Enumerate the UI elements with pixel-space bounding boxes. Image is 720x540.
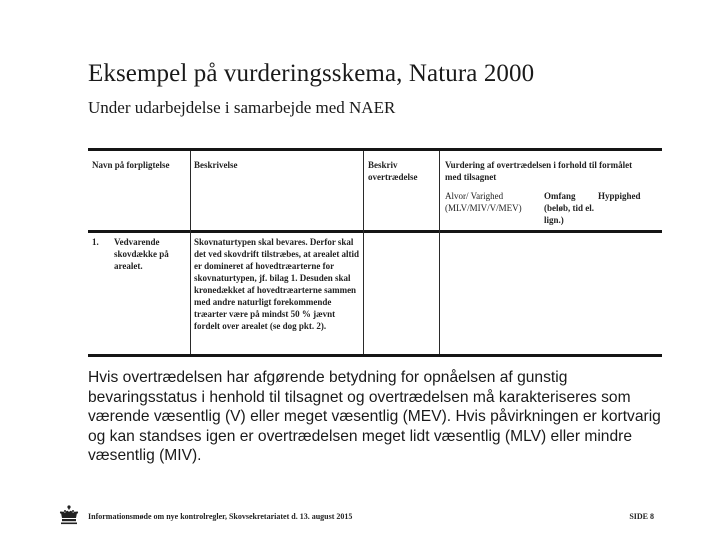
footer-text: Informationsmøde om nye kontrolregler, Skovsekretariatet d. 13. august 2015 — [88, 512, 353, 521]
row-description: Skovnaturtypen skal bevares. Derfor skal det ved skovdrift tilstræbes, at arealet altid er domineret af hovedtræarterne for skovnaturtypen, jf. bilag 1. Desuden skal kronedækket af hovedtræarterne sammen med andre naturligt forekommende træarter være på mindst 50 % jævnt fordelt over arealet (se dog pkt. 2). — [194, 237, 360, 331]
slide-subtitle: Under udarbejdelse i samarbejde med NAER — [88, 98, 396, 117]
subheader-severity: Alvor/ Varighed (MLV/MIV/V/MEV) — [445, 191, 522, 213]
table-bottom-rule — [88, 354, 662, 357]
subheader-extent: Omfang (beløb, tid el. lign.) — [544, 191, 595, 225]
table-header-rule — [88, 230, 662, 233]
row-number: 1. — [92, 237, 99, 247]
header-obligation: Navn på forpligtelse — [92, 160, 170, 170]
header-assessment: Vurdering af overtrædelsen i forhold til formålet med tilsagnet — [445, 160, 633, 182]
table-top-rule — [88, 148, 662, 151]
page-number: SIDE 8 — [629, 512, 654, 521]
assessment-table — [88, 148, 662, 356]
header-description: Beskrivelse — [194, 160, 238, 170]
table-divider — [363, 151, 364, 354]
table-divider — [439, 151, 440, 354]
row-obligation-name: Vedvarende skovdække på arealet. — [114, 237, 169, 271]
table-divider — [190, 151, 191, 354]
crown-icon — [58, 504, 80, 526]
slide-title: Eksempel på vurderingsskema, Natura 2000 — [88, 60, 535, 87]
header-violation: Beskriv overtrædelse — [368, 160, 418, 182]
explanation-paragraph: Hvis overtrædelsen har afgørende betydning for opnåelsen af gunstig bevaringsstatus i henhold til tilsagnet og overtrædelsen må karakteriseres som værende væsentlig (V) eller meget væsentlig (MEV). Hvis påvirkningen er kortvarig og kan standses igen er overtrædelsen meget lidt væsentlig (MLV) eller mindre væsentlig (MIV). — [88, 369, 661, 465]
subheader-frequency: Hyppighed — [598, 191, 641, 201]
